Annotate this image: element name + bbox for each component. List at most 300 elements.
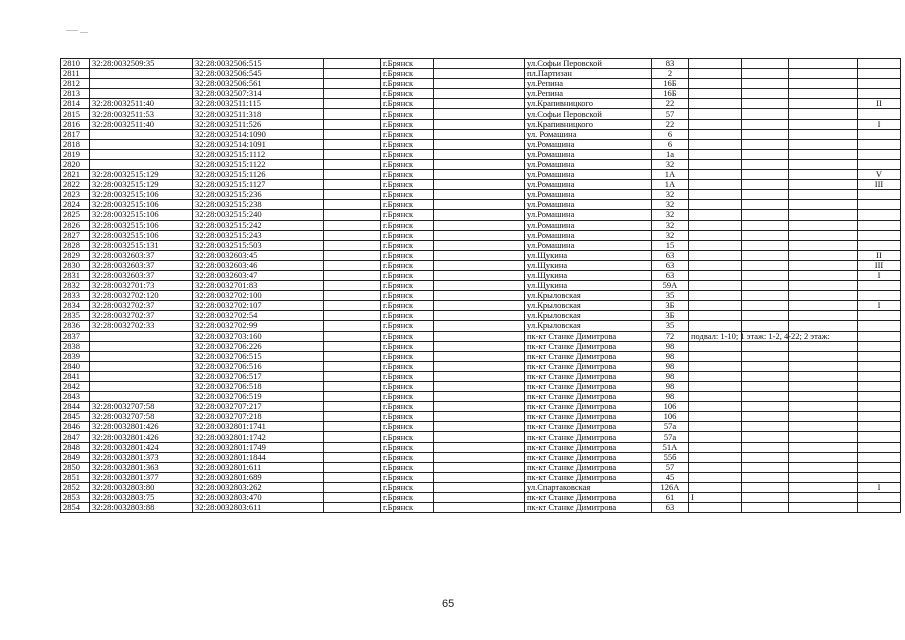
empty-cell — [742, 432, 789, 442]
note-cell — [689, 240, 742, 250]
cadastral-block: 32:28:0032603:37 — [90, 270, 193, 280]
table-row — [61, 210, 901, 220]
cadastral-block — [90, 149, 193, 159]
premise-number: II — [858, 250, 901, 260]
note-cell — [689, 270, 742, 280]
cadastral-number: 32:28:0032702:54 — [193, 311, 324, 321]
note-cell — [689, 230, 742, 240]
empty-cell — [789, 392, 858, 402]
house-number: 35 — [652, 321, 689, 331]
cadastral-number: 32:28:0032515:238 — [193, 200, 324, 210]
cadastral-number: 32:28:0032506:515 — [193, 59, 324, 69]
note-cell — [689, 220, 742, 230]
cadastral-block: 32:28:0032803:75 — [90, 493, 193, 503]
house-number: 98 — [652, 392, 689, 402]
table-row — [61, 482, 901, 492]
cadastral-number: 32:28:0032514:1091 — [193, 139, 324, 149]
note-cell — [689, 59, 742, 69]
empty-cell — [324, 382, 381, 392]
empty-cell — [789, 503, 858, 513]
cadastral-number: 32:28:0032511:526 — [193, 119, 324, 129]
cadastral-block: 32:28:0032702:37 — [90, 301, 193, 311]
street-cell: пк-кт Станке Димитрова — [525, 462, 652, 472]
cadastral-number: 32:28:0032801:689 — [193, 472, 324, 482]
empty-cell — [742, 109, 789, 119]
empty-cell — [789, 200, 858, 210]
empty-cell — [434, 99, 525, 109]
table-row — [61, 311, 901, 321]
empty-cell — [434, 291, 525, 301]
row-number: 2851 — [61, 472, 90, 482]
table-row — [61, 371, 901, 381]
empty-cell — [324, 422, 381, 432]
street-cell: пк-кт Станке Димитрова — [525, 442, 652, 452]
house-number: 106 — [652, 412, 689, 422]
premise-number: V — [858, 170, 901, 180]
empty-cell — [324, 69, 381, 79]
table-row — [61, 109, 901, 119]
empty-cell — [789, 291, 858, 301]
empty-cell — [789, 493, 858, 503]
street-cell: ул.Крыловская — [525, 321, 652, 331]
cadastral-block: 32:28:0032701:73 — [90, 281, 193, 291]
premise-number: II — [858, 99, 901, 109]
cadastral-number: 32:28:0032707:218 — [193, 412, 324, 422]
empty-cell — [434, 341, 525, 351]
city-cell: г.Брянск — [381, 331, 434, 341]
empty-cell — [434, 260, 525, 270]
empty-cell — [742, 462, 789, 472]
empty-cell — [324, 503, 381, 513]
row-number: 2812 — [61, 79, 90, 89]
house-number: 2 — [652, 69, 689, 79]
cadastral-number: 32:28:0032707:217 — [193, 402, 324, 412]
empty-cell — [742, 129, 789, 139]
city-cell: г.Брянск — [381, 69, 434, 79]
empty-cell — [434, 432, 525, 442]
cadastral-block — [90, 139, 193, 149]
cadastral-number: 32:28:0032702:100 — [193, 291, 324, 301]
empty-cell — [434, 462, 525, 472]
empty-cell — [324, 210, 381, 220]
row-number: 2814 — [61, 99, 90, 109]
street-cell: пк-кт Станке Димитрова — [525, 351, 652, 361]
cadastral-number: 32:28:0032511:318 — [193, 109, 324, 119]
row-number: 2841 — [61, 371, 90, 381]
empty-cell — [434, 240, 525, 250]
cadastral-number: 32:28:0032511:115 — [193, 99, 324, 109]
cadastral-block: 32:28:0032603:37 — [90, 250, 193, 260]
premise-number — [858, 109, 901, 119]
house-number: 57а — [652, 432, 689, 442]
cadastral-number: 32:28:0032706:226 — [193, 341, 324, 351]
row-number: 2852 — [61, 482, 90, 492]
empty-cell — [324, 59, 381, 69]
note-cell — [689, 462, 742, 472]
cadastral-number: 32:28:0032515:240 — [193, 210, 324, 220]
premise-number — [858, 159, 901, 169]
empty-cell — [789, 371, 858, 381]
empty-cell — [789, 301, 858, 311]
city-cell: г.Брянск — [381, 462, 434, 472]
empty-cell — [789, 452, 858, 462]
row-number: 2844 — [61, 402, 90, 412]
city-cell: г.Брянск — [381, 321, 434, 331]
empty-cell — [434, 190, 525, 200]
cadastral-number: 32:28:0032706:515 — [193, 351, 324, 361]
city-cell: г.Брянск — [381, 190, 434, 200]
note-cell — [689, 361, 742, 371]
premise-number — [858, 149, 901, 159]
note-cell — [689, 341, 742, 351]
house-number: 6 — [652, 139, 689, 149]
premise-number — [858, 311, 901, 321]
empty-cell — [789, 149, 858, 159]
page-number: 65 — [442, 598, 455, 610]
empty-cell — [434, 79, 525, 89]
empty-cell — [324, 442, 381, 452]
cadastral-block — [90, 79, 193, 89]
premise-number — [858, 220, 901, 230]
city-cell: г.Брянск — [381, 311, 434, 321]
house-number: 1а — [652, 149, 689, 159]
table-row — [61, 180, 901, 190]
note-cell — [689, 412, 742, 422]
premise-number — [858, 412, 901, 422]
note-cell — [689, 180, 742, 190]
empty-cell — [434, 220, 525, 230]
table-row — [61, 89, 901, 99]
note-cell — [689, 442, 742, 452]
city-cell: г.Брянск — [381, 129, 434, 139]
row-number: 2819 — [61, 149, 90, 159]
house-number: 98 — [652, 371, 689, 381]
note-cell — [689, 119, 742, 129]
note-cell — [689, 129, 742, 139]
house-number: 98 — [652, 341, 689, 351]
empty-cell — [324, 129, 381, 139]
city-cell: г.Брянск — [381, 432, 434, 442]
empty-cell — [434, 361, 525, 371]
empty-cell — [742, 230, 789, 240]
row-number: 2843 — [61, 392, 90, 402]
table-row — [61, 250, 901, 260]
cadastral-block: 32:28:0032801:426 — [90, 422, 193, 432]
city-cell: г.Брянск — [381, 482, 434, 492]
empty-cell — [789, 240, 858, 250]
note-cell — [689, 139, 742, 149]
street-cell: пк-кт Станке Димитрова — [525, 402, 652, 412]
note-cell: I — [689, 493, 742, 503]
empty-cell — [789, 472, 858, 482]
cadastral-number: 32:28:0032515:1112 — [193, 149, 324, 159]
empty-cell — [434, 109, 525, 119]
empty-cell — [742, 361, 789, 371]
row-number: 2838 — [61, 341, 90, 351]
table-row — [61, 382, 901, 392]
empty-cell — [789, 321, 858, 331]
row-number: 2813 — [61, 89, 90, 99]
empty-cell — [742, 281, 789, 291]
cadastral-block — [90, 331, 193, 341]
cadastral-block: 32:28:0032707:58 — [90, 412, 193, 422]
empty-cell — [324, 462, 381, 472]
empty-cell — [742, 190, 789, 200]
empty-cell — [789, 250, 858, 260]
premise-number — [858, 452, 901, 462]
row-number: 2846 — [61, 422, 90, 432]
house-number: 98 — [652, 361, 689, 371]
note-cell — [689, 472, 742, 482]
empty-cell — [324, 230, 381, 240]
empty-cell — [789, 220, 858, 230]
empty-cell — [789, 170, 858, 180]
empty-cell — [742, 482, 789, 492]
premise-number — [858, 331, 901, 341]
empty-cell — [789, 69, 858, 79]
row-number: 2839 — [61, 351, 90, 361]
table-row — [61, 331, 901, 341]
premise-number: I — [858, 119, 901, 129]
premise-number: I — [858, 482, 901, 492]
scan-artifact — [66, 30, 78, 31]
table-row — [61, 170, 901, 180]
cadastral-block: 32:28:0032515:129 — [90, 180, 193, 190]
city-cell: г.Брянск — [381, 260, 434, 270]
empty-cell — [742, 382, 789, 392]
city-cell: г.Брянск — [381, 230, 434, 240]
empty-cell — [789, 139, 858, 149]
table-row — [61, 452, 901, 462]
note-cell — [689, 109, 742, 119]
city-cell: г.Брянск — [381, 382, 434, 392]
empty-cell — [789, 361, 858, 371]
street-cell: ул.Софьи Перовской — [525, 59, 652, 69]
cadastral-block: 32:28:0032515:106 — [90, 220, 193, 230]
note-cell — [689, 159, 742, 169]
empty-cell — [434, 392, 525, 402]
city-cell: г.Брянск — [381, 149, 434, 159]
empty-cell — [434, 493, 525, 503]
street-cell: ул.Щукина — [525, 270, 652, 280]
empty-cell — [789, 129, 858, 139]
note-cell — [689, 371, 742, 381]
empty-cell — [324, 452, 381, 462]
street-cell: пк-кт Станке Димитрова — [525, 412, 652, 422]
premise-number — [858, 200, 901, 210]
empty-cell — [434, 351, 525, 361]
city-cell: г.Брянск — [381, 210, 434, 220]
city-cell: г.Брянск — [381, 240, 434, 250]
empty-cell — [789, 281, 858, 291]
house-number: 22 — [652, 119, 689, 129]
empty-cell — [324, 351, 381, 361]
empty-cell — [324, 402, 381, 412]
note-cell: подвал: 1-10; 1 этаж: 1-2, 4-22; 2 этаж: — [689, 331, 742, 341]
street-cell: пк-кт Станке Димитрова — [525, 331, 652, 341]
row-number: 2847 — [61, 432, 90, 442]
cadastral-block: 32:28:0032515:106 — [90, 200, 193, 210]
empty-cell — [324, 412, 381, 422]
note-cell — [689, 301, 742, 311]
empty-cell — [742, 493, 789, 503]
cadastral-number: 32:28:0032701:83 — [193, 281, 324, 291]
city-cell: г.Брянск — [381, 159, 434, 169]
house-number: 55б — [652, 452, 689, 462]
premise-number — [858, 351, 901, 361]
table-row — [61, 159, 901, 169]
note-cell — [689, 503, 742, 513]
city-cell: г.Брянск — [381, 119, 434, 129]
empty-cell — [324, 240, 381, 250]
street-cell: ул.Ромашина — [525, 200, 652, 210]
empty-cell — [742, 311, 789, 321]
empty-cell — [324, 311, 381, 321]
premise-number — [858, 442, 901, 452]
cadastral-block — [90, 382, 193, 392]
premise-number — [858, 472, 901, 482]
empty-cell — [324, 341, 381, 351]
cadastral-number: 32:28:0032603:47 — [193, 270, 324, 280]
row-number: 2829 — [61, 250, 90, 260]
empty-cell — [324, 270, 381, 280]
cadastral-block — [90, 341, 193, 351]
empty-cell — [789, 432, 858, 442]
note-cell — [689, 170, 742, 180]
house-number: 57 — [652, 462, 689, 472]
empty-cell — [742, 240, 789, 250]
city-cell: г.Брянск — [381, 170, 434, 180]
street-cell: ул.Щукина — [525, 281, 652, 291]
house-number: 51А — [652, 442, 689, 452]
city-cell: г.Брянск — [381, 281, 434, 291]
city-cell: г.Брянск — [381, 442, 434, 452]
city-cell: г.Брянск — [381, 493, 434, 503]
row-number: 2820 — [61, 159, 90, 169]
empty-cell — [742, 341, 789, 351]
house-number: 35 — [652, 291, 689, 301]
empty-cell — [742, 402, 789, 412]
cadastral-number: 32:28:0032702:99 — [193, 321, 324, 331]
city-cell: г.Брянск — [381, 472, 434, 482]
empty-cell — [742, 139, 789, 149]
row-number: 2854 — [61, 503, 90, 513]
empty-cell — [789, 119, 858, 129]
cadastral-block: 32:28:0032515:131 — [90, 240, 193, 250]
empty-cell — [324, 260, 381, 270]
empty-cell — [789, 180, 858, 190]
street-cell: ул.Спартаковская — [525, 482, 652, 492]
house-number: 16Б — [652, 89, 689, 99]
city-cell: г.Брянск — [381, 422, 434, 432]
empty-cell — [742, 119, 789, 129]
empty-cell — [434, 119, 525, 129]
row-number: 2830 — [61, 260, 90, 270]
house-number: 63 — [652, 260, 689, 270]
house-number: 83 — [652, 59, 689, 69]
premise-number — [858, 230, 901, 240]
note-cell — [689, 260, 742, 270]
empty-cell — [324, 493, 381, 503]
empty-cell — [324, 392, 381, 402]
empty-cell — [434, 89, 525, 99]
city-cell: г.Брянск — [381, 109, 434, 119]
premise-number: I — [858, 270, 901, 280]
empty-cell — [789, 351, 858, 361]
table-row — [61, 200, 901, 210]
empty-cell — [789, 422, 858, 432]
street-cell: ул.Щукина — [525, 250, 652, 260]
note-cell — [689, 321, 742, 331]
empty-cell — [742, 250, 789, 260]
empty-cell — [324, 159, 381, 169]
note-cell — [689, 250, 742, 260]
house-number: 32 — [652, 220, 689, 230]
empty-cell — [434, 503, 525, 513]
empty-cell — [434, 159, 525, 169]
note-cell — [689, 402, 742, 412]
cadastral-number: 32:28:0032803:611 — [193, 503, 324, 513]
empty-cell — [324, 281, 381, 291]
city-cell: г.Брянск — [381, 270, 434, 280]
city-cell: г.Брянск — [381, 200, 434, 210]
empty-cell — [742, 149, 789, 159]
cadastral-number: 32:28:0032801:1844 — [193, 452, 324, 462]
cadastral-number: 32:28:0032801:1741 — [193, 422, 324, 432]
street-cell: ул.Ромашина — [525, 220, 652, 230]
empty-cell — [742, 301, 789, 311]
row-number: 2836 — [61, 321, 90, 331]
empty-cell — [434, 281, 525, 291]
street-cell: ул.Ромашина — [525, 190, 652, 200]
empty-cell — [434, 200, 525, 210]
cadastral-block — [90, 159, 193, 169]
empty-cell — [742, 321, 789, 331]
premise-number — [858, 291, 901, 301]
empty-cell — [742, 371, 789, 381]
house-number: 63 — [652, 250, 689, 260]
premise-number — [858, 240, 901, 250]
house-number: 126А — [652, 482, 689, 492]
street-cell: пк-кт Станке Димитрова — [525, 361, 652, 371]
premise-number — [858, 59, 901, 69]
cadastral-number: 32:28:0032603:45 — [193, 250, 324, 260]
house-number: 32 — [652, 210, 689, 220]
table-row — [61, 230, 901, 240]
cadastral-block — [90, 371, 193, 381]
empty-cell — [742, 422, 789, 432]
cadastral-block: 32:28:0032511:40 — [90, 99, 193, 109]
empty-cell — [742, 59, 789, 69]
row-number: 2853 — [61, 493, 90, 503]
premise-number — [858, 190, 901, 200]
table-row — [61, 462, 901, 472]
table-row — [61, 281, 901, 291]
row-number: 2840 — [61, 361, 90, 371]
street-cell: пк-кт Станке Димитрова — [525, 382, 652, 392]
city-cell: г.Брянск — [381, 351, 434, 361]
empty-cell — [434, 270, 525, 280]
cadastral-number: 32:28:0032515:1126 — [193, 170, 324, 180]
city-cell: г.Брянск — [381, 89, 434, 99]
empty-cell — [434, 59, 525, 69]
note-cell — [689, 210, 742, 220]
premise-number — [858, 493, 901, 503]
city-cell: г.Брянск — [381, 180, 434, 190]
empty-cell — [742, 472, 789, 482]
cadastral-block: 32:28:0032603:37 — [90, 260, 193, 270]
cadastral-block: 32:28:0032509:35 — [90, 59, 193, 69]
